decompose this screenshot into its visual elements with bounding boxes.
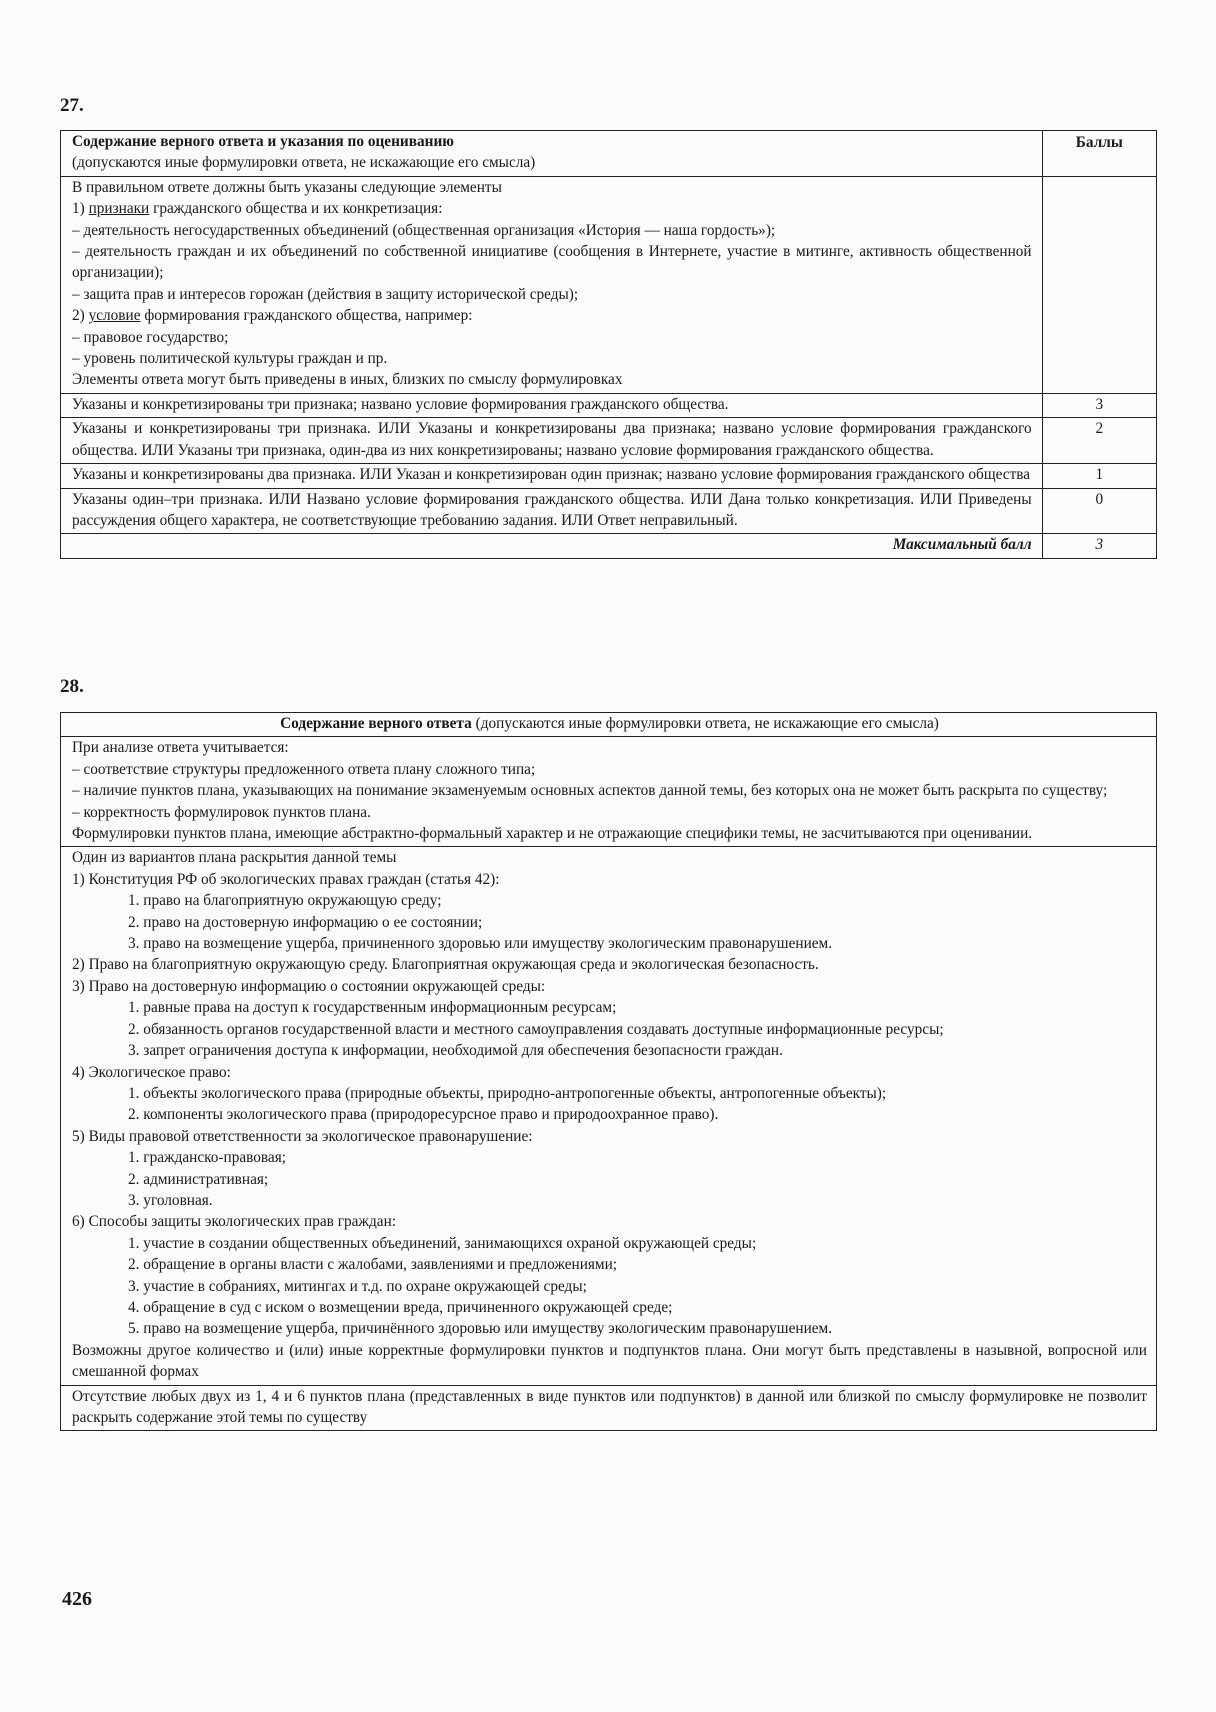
criteria-score: 1 <box>1042 464 1156 488</box>
plan-subpoint: 2. право на достоверную информацию о ее состоянии; <box>128 913 483 931</box>
analysis-item: – наличие пунктов плана, указывающих на понимание экзаменуемым основных аспектов данной темы, без которых она не может быть раскрыта по существу; <box>72 782 1108 800</box>
task-27-number: 27. <box>60 95 84 116</box>
answer-content <box>61 176 1043 393</box>
max-score-row <box>61 534 1157 558</box>
plan-subpoint: 1. равные права на доступ к государственным информационным ресурсам; <box>128 999 617 1017</box>
plan-point: 5) Виды правовой ответственности за экологическое правонарушение: <box>72 1127 533 1145</box>
plan-point: 4) Экологическое право: <box>72 1063 231 1081</box>
content-note: Элементы ответа могут быть приведены в иных, близких по смыслу формулировках <box>72 371 623 389</box>
plan-subpoint: 3. право на возмещение ущерба, причиненного здоровью или имуществу экологическим правонарушением. <box>128 935 833 953</box>
plan-subpoint: 1. участие в создании общественных объединений, занимающихся охраной окружающей среды; <box>128 1234 757 1252</box>
max-score-value: 3 <box>1042 534 1156 558</box>
page-number: 426 <box>62 1588 92 1610</box>
criteria-text: Указаны и конкретизированы три признака. ИЛИ Указаны и конкретизированы два признака; названо условие формирования гражданского общества. ИЛИ Указаны три признака, один-два из них конкретизированы; названо условие формирования гражданского общества. <box>61 418 1043 464</box>
plan-point: 2) Право на благоприятную окружающую среду. Благоприятная окружающая среда и экологическая безопасность. <box>72 956 819 974</box>
analysis-note: Формулировки пунктов плана, имеющие абстрактно-формальный характер и не отражающие специфики темы, не засчитываются при оценивании. <box>72 825 1033 843</box>
table-header-row <box>61 713 1157 737</box>
point-1-b: – деятельность граждан и их объединений по собственной инициативе (сообщения в Интернете, участие в митинге, активность общественной организации); <box>72 243 1032 282</box>
table-header-row <box>61 131 1157 177</box>
score-header: Баллы <box>1042 131 1156 177</box>
analysis-row <box>61 737 1157 847</box>
plan-subpoint: 3. уголовная. <box>128 1191 213 1209</box>
point-1-a: – деятельность негосударственных объединений (общественная организация «История — наша гордость»); <box>72 221 776 239</box>
point-2-a: – правовое государство; <box>72 328 229 346</box>
point-2: 2) условие формирования гражданского общества, например: <box>72 307 473 325</box>
plan-subpoint: 3. запрет ограничения доступа к информации, необходимой для обеспечения безопасности граждан. <box>128 1042 783 1060</box>
plan-subpoint: 1. право на благоприятную окружающую среду; <box>128 892 442 910</box>
point-1: 1) признаки гражданского общества и их конкретизация: <box>72 200 443 218</box>
point-2-b: – уровень политической культуры граждан и пр. <box>72 350 388 368</box>
task-28-criteria-table <box>60 712 1157 1431</box>
max-score-label: Максимальный балл <box>61 534 1043 558</box>
analysis-intro: При анализе ответа учитывается: <box>72 739 289 757</box>
plan-subpoint: 2. компоненты экологического права (природоресурсное право и природоохранное право). <box>128 1106 719 1124</box>
analysis-item: – корректность формулировок пунктов плана. <box>72 803 371 821</box>
content-header: Содержание верного ответа (допускаются иные формулировки ответа, не искажающие его смысла) <box>61 713 1157 737</box>
score-empty-cell <box>1042 176 1156 393</box>
task-28-number: 28. <box>60 676 84 697</box>
content-header-subtitle: (допускаются иные формулировки ответа, не искажающие его смысла) <box>72 154 536 172</box>
plan-subpoint: 3. участие в собраниях, митингах и т.д. по охране окружающей среды; <box>128 1277 587 1295</box>
content-intro: В правильном ответе должны быть указаны следующие элементы <box>72 178 502 196</box>
plan-subpoint: 2. обращение в органы власти с жалобами, заявлениями и предложениями; <box>128 1256 618 1274</box>
criteria-text: Указаны и конкретизированы два признака. ИЛИ Указан и конкретизирован один признак; названо условие формирования гражданского общества <box>61 464 1043 488</box>
criteria-row <box>61 488 1157 534</box>
plan-point: 3) Право на достоверную информацию о состоянии окружающей среды: <box>72 977 546 995</box>
plan-outro: Возможны другое количество и (или) иные корректные формулировки пунктов и подпунктов плана. Они могут быть представлены в назывной, вопросной или смешанной формах <box>72 1341 1147 1381</box>
plan-subpoint: 2. обязанность органов государственной власти и местного самоуправления создавать доступные информационные ресурсы; <box>128 1020 944 1038</box>
plan-subpoint: 4. обращение в суд с иском о возмещении вреда, причиненного окружающей среде; <box>128 1298 673 1316</box>
criteria-score: 2 <box>1042 418 1156 464</box>
plan-subpoint: 2. административная; <box>128 1170 269 1188</box>
answer-content-row <box>61 176 1157 393</box>
plan-point: 6) Способы защиты экологических прав граждан: <box>72 1213 397 1231</box>
criteria-row <box>61 418 1157 464</box>
plan-subpoint: 5. право на возмещение ущерба, причинённого здоровью или имуществу экологическим правонарушением. <box>128 1320 833 1338</box>
criteria-text: Указаны и конкретизированы три признака; названо условие формирования гражданского общества. <box>61 393 1043 417</box>
plan-subpoint: 1. гражданско-правовая; <box>128 1149 287 1167</box>
content-header <box>61 131 1043 177</box>
criteria-score: 3 <box>1042 393 1156 417</box>
analysis-content <box>61 737 1157 847</box>
criteria-row <box>61 464 1157 488</box>
plan-content <box>61 847 1157 1385</box>
final-note: Отсутствие любых двух из 1, 4 и 6 пунктов плана (представленных в виде пунктов или подпунктов) в данной или близкой по смыслу формулировке не позволит раскрыть содержание этой темы по существу <box>61 1385 1157 1431</box>
criteria-text: Указаны один–три признака. ИЛИ Названо условие формирования гражданского общества. ИЛИ Дана только конкретизация. ИЛИ Приведены рассуждения общего характера, не соответствующие требованию задания. ИЛИ Ответ неправильный. <box>61 488 1043 534</box>
criteria-score: 0 <box>1042 488 1156 534</box>
plan-row <box>61 847 1157 1385</box>
final-note-row <box>61 1385 1157 1431</box>
plan-subpoint: 1. объекты экологического права (природные объекты, природно-антропогенные объекты, антропогенные объекты); <box>128 1084 887 1102</box>
plan-point: 1) Конституция РФ об экологических правах граждан (статья 42): <box>72 870 500 888</box>
analysis-item: – соответствие структуры предложенного ответа плану сложного типа; <box>72 760 536 778</box>
plan-intro: Один из вариантов плана раскрытия данной темы <box>72 849 397 867</box>
point-1-c: – защита прав и интересов горожан (действия в защиту исторической среды); <box>72 285 579 303</box>
content-header-title: Содержание верного ответа и указания по оцениванию <box>72 133 454 150</box>
criteria-row <box>61 393 1157 417</box>
task-27-criteria-table <box>60 130 1157 559</box>
